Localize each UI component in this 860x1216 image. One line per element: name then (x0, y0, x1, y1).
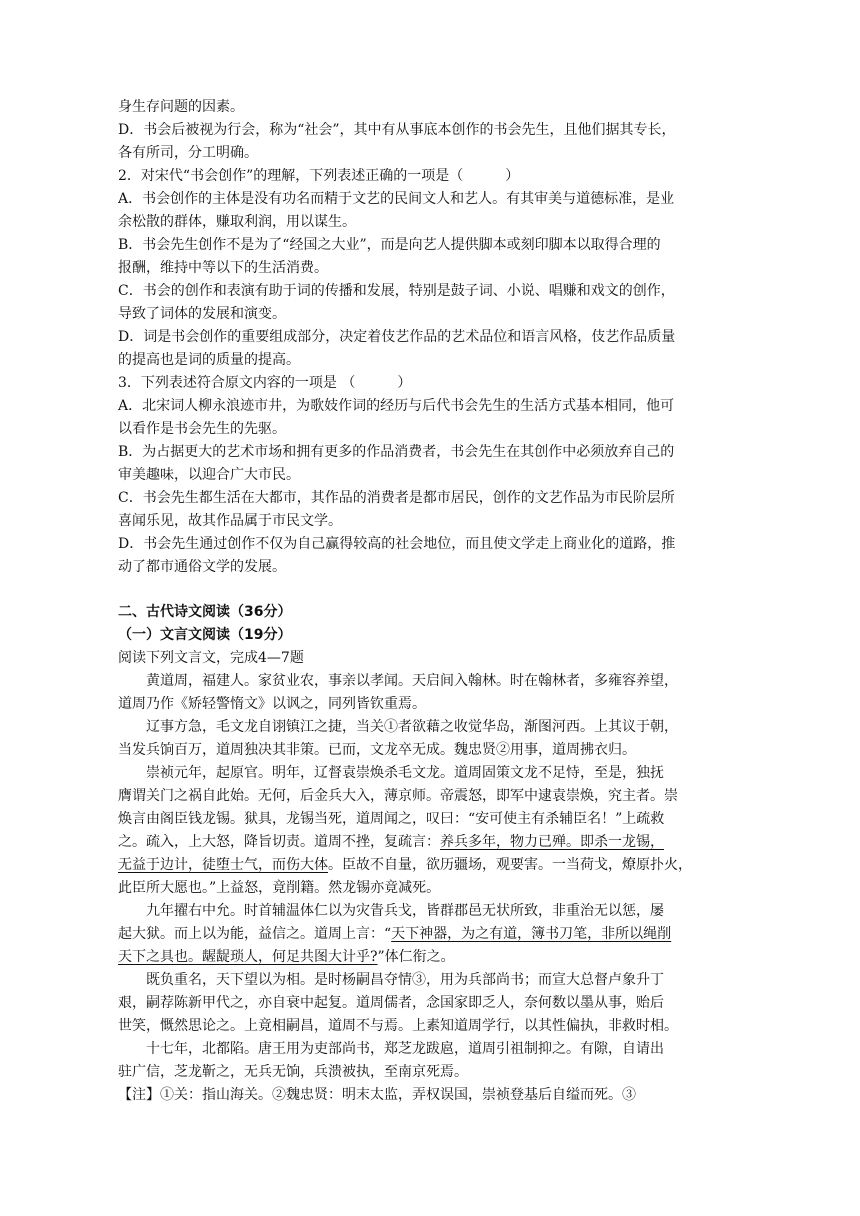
passage-line: 既负重名，天下望以为相。是时杨嗣昌夺情③，用为兵部尚书；而宣大总督卢象升丁 (146, 972, 664, 988)
passage-line: 世笑，慨然思论之。上竟相嗣昌，道周不与焉。上素知道周学行，以其性偏执，非救时相。 (118, 1018, 678, 1034)
passage-line: 九年擢右中允。时首辅温体仁以为灾眚兵戈，皆群郡邑无状所致，非重治无以惩，屡 (146, 903, 664, 919)
section-title: 二、古代诗文阅读（36分） (118, 604, 292, 620)
passage-line: 崇祯元年，起原官。明年，辽督袁崇焕杀毛文龙。道周固策文龙不足恃，至是，独抚 (146, 765, 664, 781)
passage-line: 辽事方急，毛文龙自诩镇江之捷，当关①者欲藉之收觉华岛，渐图河西。上其议于朝， (146, 719, 678, 735)
text-line: 以看作是书会先生的先驱。 (118, 421, 286, 437)
subsection-title: （一）文言文阅读（19分） (118, 627, 292, 643)
question-2: 2．对宋代“书会创作”的理解，下列表述正确的一项是（ ） (118, 168, 520, 184)
passage-line (118, 854, 736, 877)
text-line: 导致了词体的发展和演变。 (118, 306, 286, 322)
passage-line (118, 946, 736, 969)
option-b: B．为占据更大的艺术市场和拥有更多的作品消费者，书会先生在其创作中必须放弃自己的 (118, 444, 675, 460)
option-d: D．词是书会创作的重要组成部分，决定着伎艺作品的艺术品位和语言风格，伎艺作品质量 (118, 329, 676, 345)
text-line: 身生存问题的因素。 (118, 99, 244, 115)
option-d: D．书会后被视为行会，称为“社会”，其中有从事底本创作的书会先生，且他们据其专长， (118, 122, 676, 138)
underlined-sentence: 养兵多年，物力已殚。即杀一龙锡， (440, 834, 664, 850)
option-c: C．书会先生都生活在大都市，其作品的消费者是都市居民，创作的文艺作品为市民阶层所 (118, 490, 675, 506)
question-3: 3．下列表述符合原文内容的一项是 （ ） (118, 375, 412, 391)
passage-text: 起大狱。而上以为能，益信之。道周上言： (118, 926, 384, 942)
passage-text: ”体仁衔之。 (377, 949, 455, 965)
passage-line: 起大狱。而上以为能，益信之。道周上言：“天下神器，为之有道，簿书刀笔，非所以绳削 (118, 926, 672, 942)
section-gap (118, 579, 736, 601)
footnote: 【注】①关：指山海关。②魏忠贤：明末太监，弄权误国，崇祯登基后自缢而死。③ (118, 1087, 636, 1103)
classical-passage (118, 670, 736, 1107)
text-line: 喜闻乐见，故其作品属于市民文学。 (118, 513, 342, 529)
option-b: B．书会先生创作不是为了“经国之大业”，而是向艺人提供脚本或刻印脚本以取得合理的 (118, 237, 661, 253)
underlined-sentence: 天下之具也。龌龊琐人，何足共图大计乎? (118, 949, 378, 965)
passage-line: 黄道周，福建人。家贫业农，事亲以孝闻。天启间入翰林。时在翰林者，多雍容养望， (146, 673, 678, 689)
passage-line: 驻广信，芝龙靳之，无兵无饷，兵溃被执，至南京死焉。 (118, 1064, 468, 1080)
passage-line: 膺谓关门之祸自此始。无何，后金兵大入，薄京师。帝震怒，即军中逮袁崇焕，究主者。崇 (118, 788, 678, 804)
option-c: C．书会的创作和表演有助于词的传播和发展，特别是鼓子词、小说、唱赚和戏文的创作， (118, 283, 675, 299)
passage-text: 。臣故不自量，欲历疆场，观要害。一当荷戈，燎原扑火， (328, 857, 692, 873)
underlined-sentence: 天下神器，为之有道，簿书刀笔，非所以绳削 (391, 926, 672, 942)
text-line: 的提高也是词的质量的提高。 (118, 352, 300, 368)
passage-line: 十七年，北都陷。唐王用为吏部尚书，郑芝龙跋扈，道周引祖制抑之。有隙，自请出 (146, 1041, 664, 1057)
text-line: 动了都市通俗文学的发展。 (118, 559, 286, 575)
reading-instruction: 阅读下列文言文，完成4—7题 (118, 650, 304, 666)
passage-line: 当发兵饷百万，道周独决其非策。已而，文龙卒无成。魏忠贤②用事，道周拂衣归。 (118, 742, 636, 758)
underlined-sentence: 无益于边计，徒堕士气，而伤大体 (118, 857, 328, 873)
passage-line (118, 831, 736, 854)
text-line: 报酬，维持中等以下的生活消费。 (118, 260, 328, 276)
text-line: 余松散的群体，赚取利润，用以谋生。 (118, 214, 356, 230)
text-line: 审美趣味，以迎合广大市民。 (118, 467, 300, 483)
passage-text: 之。疏入，上大怒，降旨切责。道周不挫，复疏言： (118, 834, 440, 850)
passage-line: 此臣所大愿也。”上益怒，竟削籍。然龙锡亦竟减死。 (118, 880, 441, 896)
passage-line: 焕言由阁臣钱龙锡。狱具，龙锡当死，道周闻之，叹曰：“安可使主有杀辅臣名！”上疏救 (118, 811, 665, 827)
passage-line: 道周乃作《矫轻警惰文》以讽之，同列皆钦重焉。 (118, 696, 426, 712)
passage-line: 艰，嗣荐陈新甲代之，亦自衰中起复。道周儒者，念国家即乏人，奈何数以墨从事，贻后 (118, 995, 664, 1011)
option-a: A．北宋词人柳永浪迹市井，为歌妓作词的经历与后代书会先生的生活方式基本相同，他可 (118, 398, 675, 414)
option-a: A．书会创作的主体是没有功名而精于文艺的民间文人和艺人。有其审美与道德标准，是业 (118, 191, 675, 207)
text-line: 各有所司，分工明确。 (118, 145, 258, 161)
document-page (118, 96, 736, 1107)
option-d: D．书会先生通过创作不仅为自己赢得较高的社会地位，而且使文学走上商业化的道路，推 (118, 536, 676, 552)
upper-questions (118, 96, 736, 579)
